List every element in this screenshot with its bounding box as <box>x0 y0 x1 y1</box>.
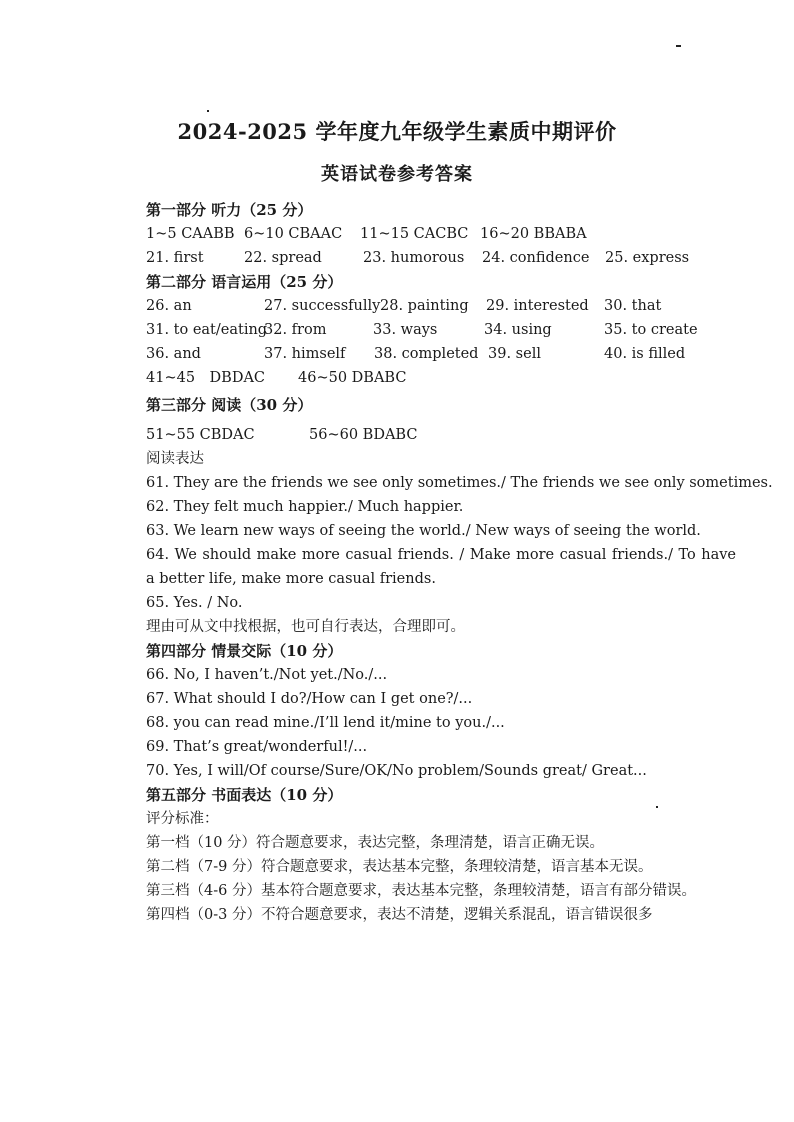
criteria-level-2: 第二档（7-9 分）符合题意要求，表达基本完整，条理较清楚，语言基本无误。 <box>146 859 653 875</box>
answer-item: 40. is filled <box>604 346 686 362</box>
answer-67: 67. What should I do?/How can I get one?/... <box>146 691 473 707</box>
answer-item: 11~15 CACBC <box>360 226 469 242</box>
answer-item: 51~55 CBDAC <box>146 427 255 443</box>
answer-63: 63. We learn new ways of seeing the world./ New ways of seeing the world. <box>146 523 701 539</box>
scan-speck <box>676 45 681 47</box>
answer-item: 23. humorous <box>363 250 465 266</box>
answer-item: 21. first <box>146 250 204 266</box>
answer-item: 22. spread <box>244 250 322 266</box>
answer-item: 30. that <box>604 298 662 314</box>
answer-row <box>146 294 736 318</box>
answer-item: 31. to eat/eating <box>146 322 268 338</box>
answer-content <box>146 198 773 927</box>
answer-61: 61. They are the friends we see only sometimes./ The friends we see only sometimes. <box>146 475 773 491</box>
answer-row <box>146 342 736 366</box>
answer-row <box>146 246 736 270</box>
page-title: 2024-2025 学年度九年级学生素质中期评价 <box>177 119 617 144</box>
section-heading-writing: 第五部分 书面表达（10 分） <box>146 786 343 804</box>
answer-row <box>146 366 736 390</box>
answer-row <box>146 318 736 342</box>
answer-item: 35. to create <box>604 322 698 338</box>
section-heading-language-use: 第二部分 语言运用（25 分） <box>146 273 343 291</box>
answer-66: 66. No, I haven’t./Not yet./No./... <box>146 667 388 683</box>
answer-item: 56~60 BDABC <box>309 427 418 443</box>
answer-62: 62. They felt much happier./ Much happier. <box>146 499 464 515</box>
answer-row <box>146 222 736 246</box>
answer-68: 68. you can read mine./I’ll lend it/mine to you./... <box>146 715 505 731</box>
answer-64: 64. We should make more casual friends. / Make more casual friends./ To have a better life, make more casual friends. <box>146 547 736 587</box>
answer-item: 39. sell <box>488 346 541 362</box>
answer-item: 37. himself <box>264 346 346 362</box>
answer-item: 33. ways <box>373 322 438 338</box>
answer-70: 70. Yes, I will/Of course/Sure/OK/No problem/Sounds great/ Great... <box>146 763 647 779</box>
criteria-level-3: 第三档（4-6 分）基本符合题意要求，表达基本完整，条理较清楚，语言有部分错误。 <box>146 883 696 899</box>
answer-item: 28. painting <box>380 298 469 314</box>
section-heading-listening: 第一部分 听力（25 分） <box>146 201 313 219</box>
answer-item: 34. using <box>484 322 552 338</box>
answer-item: 41~45 DBDAC <box>146 370 266 386</box>
answer-item: 38. completed <box>374 346 479 362</box>
answer-item: 24. confidence <box>482 250 590 266</box>
answer-item: 6~10 CBAAC <box>244 226 343 242</box>
answer-row <box>146 423 736 447</box>
subsection-label: 阅读表达 <box>146 451 204 467</box>
section-heading-reading: 第三部分 阅读（30 分） <box>146 396 313 414</box>
answer-item: 16~20 BBABA <box>480 226 587 242</box>
answer-item: 32. from <box>264 322 327 338</box>
answer-item: 26. an <box>146 298 192 314</box>
answer-item: 1~5 CAABB <box>146 226 235 242</box>
criteria-level-4: 第四档（0-3 分）不符合题意要求，表达不清楚，逻辑关系混乱，语言错误很多 <box>146 907 653 923</box>
answer-item: 25. express <box>605 250 690 266</box>
answer-item: 29. interested <box>486 298 589 314</box>
answer-65: 65. Yes. / No. <box>146 595 243 611</box>
answer-item: 36. and <box>146 346 201 362</box>
answer-item: 27. successfully <box>264 298 381 314</box>
answer-item: 46~50 DBABC <box>298 370 407 386</box>
section-heading-dialogue: 第四部分 情景交际（10 分） <box>146 642 343 660</box>
criteria-level-1: 第一档（10 分）符合题意要求，表达完整，条理清楚，语言正确无误。 <box>146 835 605 851</box>
answer-69: 69. That’s great/wonderful!/... <box>146 739 368 755</box>
reasoning-note: 理由可从文中找根据，也可自行表达，合理即可。 <box>146 619 465 635</box>
criteria-label: 评分标准： <box>146 811 219 827</box>
scan-speck <box>207 110 209 112</box>
page-subtitle: 英语试卷参考答案 <box>321 164 473 185</box>
